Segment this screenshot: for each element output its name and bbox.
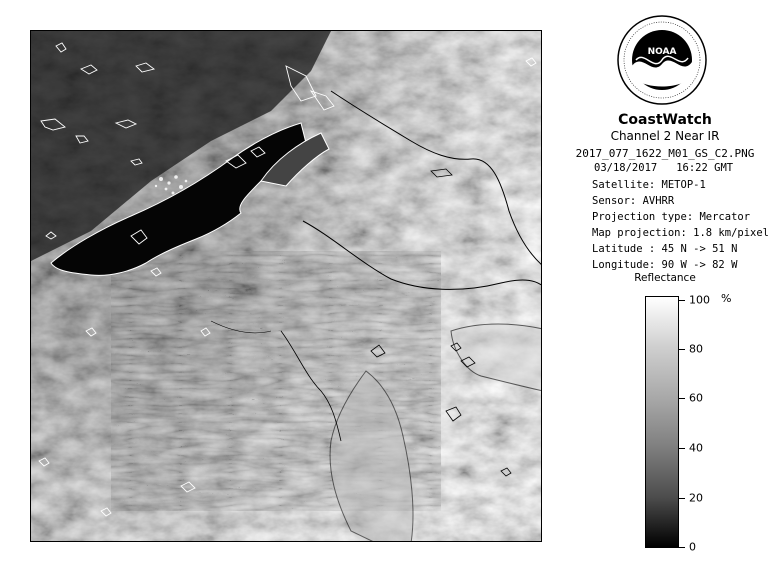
reflectance-colorbar <box>645 296 679 548</box>
colorbar-units: % <box>721 292 732 305</box>
colorbar-tick-label: 20 <box>689 491 703 505</box>
colorbar-tick-label: 80 <box>689 342 703 356</box>
colorbar-tick-label: 40 <box>689 441 703 455</box>
colorbar-tick-label: 0 <box>689 540 696 554</box>
filename-label: 2017_077_1622_M01_GS_C2.PNG <box>575 147 755 160</box>
datetime-row <box>594 162 733 175</box>
colorbar-tick <box>679 398 685 399</box>
satellite-scene <box>31 31 542 542</box>
satellite-label: Satellite: METOP-1 <box>592 179 706 191</box>
date-label: 03/18/2017 <box>594 162 658 174</box>
colorbar-tick <box>679 498 685 499</box>
latitude-label: Latitude : 45 N -> 51 N <box>592 243 738 255</box>
colorbar-tick-label: 100 <box>689 293 710 307</box>
colorbar-tick <box>679 448 685 449</box>
colorbar-tick-label: 60 <box>689 391 703 405</box>
colorbar-title: Reflectance <box>634 272 696 284</box>
satellite-image <box>30 30 542 542</box>
colorbar-tick <box>679 349 685 350</box>
colorbar-tick <box>679 547 685 548</box>
sensor-label: Sensor: AVHRR <box>592 195 675 207</box>
time-label: 16:22 GMT <box>676 162 734 174</box>
colorbar-tick <box>679 300 685 301</box>
noaa-logo <box>616 14 708 106</box>
noaa-logo-text: NOAA <box>647 47 677 57</box>
channel-title: Channel 2 Near IR <box>610 129 720 143</box>
brand-title: CoastWatch <box>618 112 712 128</box>
projection-type-label: Projection type: Mercator <box>592 211 751 223</box>
longitude-label: Longitude: 90 W -> 82 W <box>592 259 738 271</box>
map-projection-label: Map projection: 1.8 km/pixel <box>592 227 770 239</box>
